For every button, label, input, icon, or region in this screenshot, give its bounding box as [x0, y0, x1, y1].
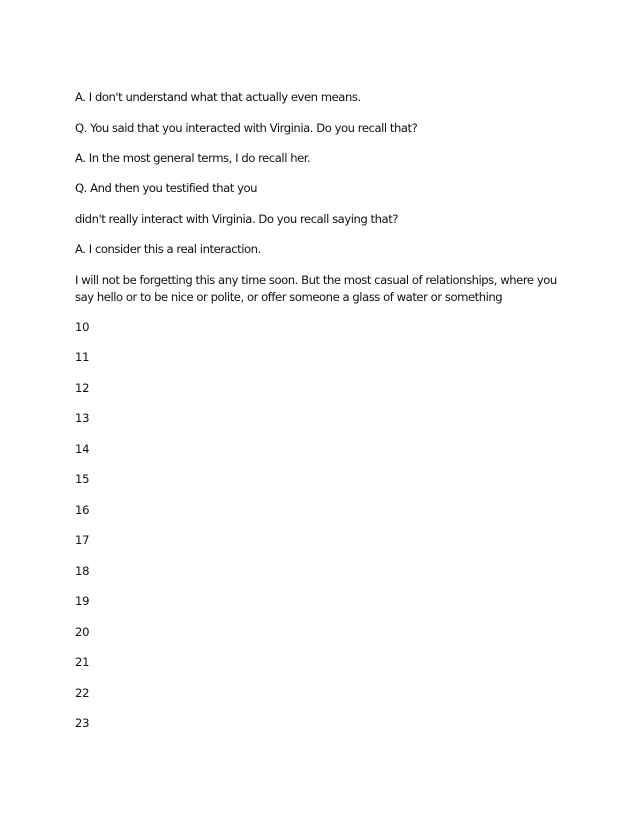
line-number: 13	[75, 411, 90, 425]
line-number: 22	[75, 686, 90, 700]
line-number: 10	[75, 320, 90, 334]
line-number: 17	[75, 533, 90, 547]
transcript-statement: I will not be forgetting this any time soon. But the most casual of relationships, where you say hello or to be nice or polite, or offer someone a glass of water or something	[75, 273, 557, 304]
transcript-question-2-continued: didn't really interact with Virginia. Do you recall saying that?	[75, 212, 398, 226]
transcript-question-2: Q. And then you testified that you	[75, 181, 258, 195]
transcript-answer-2: A. In the most general terms, I do recall her.	[75, 151, 311, 165]
line-number: 15	[75, 472, 90, 486]
line-number: 18	[75, 564, 90, 578]
transcript-question-1: Q. You said that you interacted with Virginia. Do you recall that?	[75, 121, 418, 135]
line-number: 20	[75, 625, 90, 639]
line-number: 16	[75, 503, 90, 517]
line-number: 23	[75, 716, 90, 730]
line-number: 12	[75, 381, 90, 395]
line-number: 14	[75, 442, 90, 456]
transcript-answer-3: A. I consider this a real interaction.	[75, 242, 261, 256]
line-number: 21	[75, 655, 90, 669]
line-number: 11	[75, 350, 90, 364]
line-number: 19	[75, 594, 90, 608]
transcript-answer-1: A. I don't understand what that actually even means.	[75, 90, 361, 104]
